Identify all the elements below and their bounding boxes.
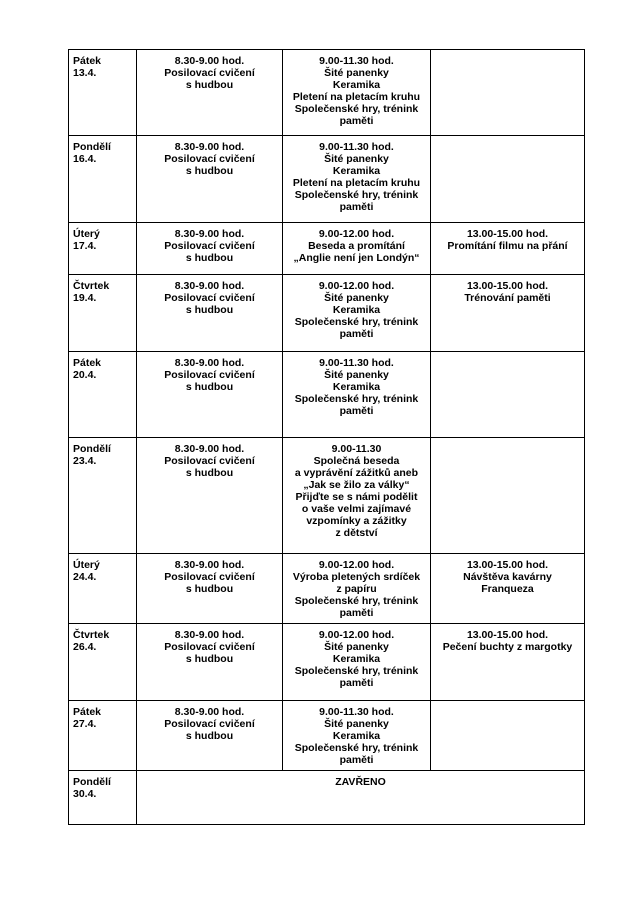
morning-activity-cell-line: 9.00-12.00 hod. [318,559,395,571]
morning-exercise-cell-line: Posilovací cvičení [164,641,255,653]
morning-exercise-cell-line: Posilovací cvičení [164,455,255,467]
morning-exercise-cell-line: Posilovací cvičení [164,718,255,730]
morning-activity-cell-line: Pletení na pletacím kruhu [292,177,421,189]
morning-activity-cell-line: Společenské hry, trénink [294,103,419,115]
day-name: Pátek [73,706,102,718]
afternoon-activity-cell [431,275,585,352]
morning-activity-cell [283,223,431,275]
afternoon-activity-cell [431,438,585,554]
morning-exercise-cell-line: s hudbou [185,467,234,479]
morning-exercise-cell [137,275,283,352]
morning-activity-cell-line: 9.00-11.30 hod. [319,706,394,718]
morning-activity-cell-line: Přijďte se s námi podělit [295,491,418,503]
morning-activity-cell-line: a vyprávění zážitků aneb [294,467,419,479]
morning-activity-cell-line: Keramika [332,730,381,742]
afternoon-activity-cell-line: Franqueza [481,583,534,595]
morning-exercise-cell-line: 8.30-9.00 hod. [174,280,245,292]
morning-exercise-cell-line: s hudbou [185,79,234,91]
morning-activity-cell-line: paměti [339,201,374,213]
morning-exercise-cell-line: s hudbou [185,304,234,316]
morning-activity-cell [283,275,431,352]
morning-activity-cell-line: paměti [339,754,374,766]
afternoon-activity-cell-line: 13.00-15.00 hod. [466,280,549,292]
schedule-row [69,701,585,771]
morning-activity-cell-line: Společenské hry, trénink [294,189,419,201]
morning-exercise-cell-line: 8.30-9.00 hod. [174,55,245,67]
schedule-row [69,352,585,438]
day-name: Pondělí [73,776,111,788]
day-date: 24.4. [73,571,97,583]
morning-activity-cell-line: Šité panenky [324,369,389,381]
morning-activity-cell [283,438,431,554]
schedule-table [68,49,585,825]
morning-exercise-cell-line: 8.30-9.00 hod. [174,559,245,571]
afternoon-activity-cell [431,136,585,223]
morning-activity-cell-line: o vaše velmi zajímavé [301,503,412,515]
day-date: 30.4. [73,788,97,800]
morning-activity-cell-line: 9.00-12.00 hod. [318,280,395,292]
morning-activity-cell-line: Šité panenky [324,153,389,165]
afternoon-activity-cell-line: 13.00-15.00 hod. [466,228,549,240]
morning-activity-cell-line: Keramika [332,79,381,91]
morning-activity-cell-line: Pletení na pletacím kruhu [292,91,421,103]
morning-exercise-cell-line: 8.30-9.00 hod. [174,357,245,369]
morning-exercise-cell [137,223,283,275]
day-date: 20.4. [73,369,97,381]
morning-exercise-cell-line: s hudbou [185,653,234,665]
day-name: Čtvrtek [73,629,110,641]
morning-activity-cell-line: Keramika [332,653,381,665]
day-cell [69,624,137,701]
morning-exercise-cell-line: s hudbou [185,381,234,393]
day-date: 23.4. [73,455,97,467]
morning-activity-cell-line: Společenské hry, trénink [294,393,419,405]
morning-activity-cell [283,701,431,771]
afternoon-activity-cell-line: Návštěva kavárny [463,571,552,583]
morning-activity-cell-line: 9.00-12.00 hod. [318,629,395,641]
morning-exercise-cell-line: 8.30-9.00 hod. [174,629,245,641]
morning-activity-cell [283,554,431,624]
afternoon-activity-cell [431,701,585,771]
morning-activity-cell [283,624,431,701]
morning-activity-cell-line: Beseda a promítání [308,240,405,252]
afternoon-activity-cell-line: Trénování paměti [464,292,551,304]
afternoon-activity-cell [431,50,585,136]
day-cell [69,352,137,438]
morning-exercise-cell [137,554,283,624]
morning-activity-cell-line: 9.00-12.00 hod. [318,228,395,240]
closed-note: ZAVŘENO [137,771,585,825]
afternoon-activity-cell [431,352,585,438]
schedule-row [69,136,585,223]
morning-exercise-cell-line: s hudbou [185,252,234,264]
morning-activity-cell [283,352,431,438]
day-name: Pátek [73,55,102,67]
morning-activity-cell-line: 9.00-11.30 hod. [319,55,394,67]
morning-exercise-cell-line: Posilovací cvičení [164,571,255,583]
morning-activity-cell-line: Společenské hry, trénink [294,742,419,754]
morning-activity-cell-line: vzpomínky a zážitky [306,515,407,527]
morning-activity-cell-line: paměti [339,328,374,340]
day-date: 19.4. [73,292,97,304]
morning-activity-cell-line: 9.00-11.30 hod. [319,357,394,369]
morning-activity-cell-line: Šité panenky [324,292,389,304]
morning-activity-cell-line: 9.00-11.30 [331,443,382,455]
morning-activity-cell-line: paměti [339,405,374,417]
morning-exercise-cell [137,50,283,136]
day-cell [69,701,137,771]
morning-exercise-cell-line: Posilovací cvičení [164,292,255,304]
day-name: Úterý [73,228,100,240]
schedule-row [69,275,585,352]
morning-exercise-cell-line: Posilovací cvičení [164,153,255,165]
morning-exercise-cell-line: s hudbou [185,165,234,177]
morning-activity-cell-line: Keramika [332,165,381,177]
morning-activity-cell-line: Společenské hry, trénink [294,665,419,677]
day-cell [69,50,137,136]
day-name: Úterý [73,559,100,571]
morning-exercise-cell [137,438,283,554]
afternoon-activity-cell [431,554,585,624]
morning-activity-cell-line: z papíru [336,583,377,595]
morning-activity-cell-line: Výroba pletených srdíček [292,571,421,583]
day-name: Pondělí [73,443,111,455]
morning-activity-cell-line: z dětství [335,527,378,539]
afternoon-activity-cell-line: Pečení buchty z margotky [442,641,573,653]
morning-activity-cell-line: Společenské hry, trénink [294,316,419,328]
afternoon-activity-cell-line: 13.00-15.00 hod. [466,559,549,571]
schedule-row [69,223,585,275]
schedule-body [69,50,585,825]
morning-activity-cell [283,136,431,223]
morning-activity-cell [283,50,431,136]
morning-exercise-cell-line: s hudbou [185,730,234,742]
morning-activity-cell-line: paměti [339,607,374,619]
day-cell [69,275,137,352]
schedule-row-closed [69,771,585,825]
morning-exercise-cell [137,624,283,701]
day-cell [69,223,137,275]
morning-activity-cell-line: Společná beseda [313,455,400,467]
day-date: 26.4. [73,641,97,653]
morning-activity-cell-line: Šité panenky [324,641,389,653]
morning-exercise-cell-line: 8.30-9.00 hod. [174,141,245,153]
day-date: 27.4. [73,718,97,730]
morning-exercise-cell-line: 8.30-9.00 hod. [174,706,245,718]
morning-exercise-cell-line: 8.30-9.00 hod. [174,443,245,455]
schedule-row [69,624,585,701]
morning-exercise-cell-line: Posilovací cvičení [164,369,255,381]
afternoon-activity-cell-line: 13.00-15.00 hod. [466,629,549,641]
morning-activity-cell-line: „Jak se žilo za války“ [303,479,410,491]
afternoon-activity-cell [431,624,585,701]
morning-exercise-cell-line: Posilovací cvičení [164,240,255,252]
morning-activity-cell-line: „Anglie není jen Londýn“ [293,252,420,264]
morning-exercise-cell-line: Posilovací cvičení [164,67,255,79]
morning-exercise-cell-line: 8.30-9.00 hod. [174,228,245,240]
day-cell [69,438,137,554]
day-date: 13.4. [73,67,97,79]
morning-activity-cell-line: Keramika [332,381,381,393]
schedule-row [69,438,585,554]
morning-exercise-cell [137,352,283,438]
schedule-row [69,50,585,136]
morning-activity-cell-line: paměti [339,677,374,689]
day-name: Čtvrtek [73,280,110,292]
morning-exercise-cell-line: s hudbou [185,583,234,595]
day-cell [69,136,137,223]
morning-activity-cell-line: Šité panenky [324,67,389,79]
day-name: Pondělí [73,141,111,153]
day-cell [69,771,137,825]
morning-exercise-cell [137,136,283,223]
morning-activity-cell-line: Šité panenky [324,718,389,730]
morning-exercise-cell [137,701,283,771]
afternoon-activity-cell-line: Promítání filmu na přání [447,240,568,252]
day-cell [69,554,137,624]
morning-activity-cell-line: paměti [339,115,374,127]
schedule-row [69,554,585,624]
afternoon-activity-cell [431,223,585,275]
day-name: Pátek [73,357,102,369]
morning-activity-cell-line: Keramika [332,304,381,316]
day-date: 16.4. [73,153,97,165]
day-date: 17.4. [73,240,97,252]
morning-activity-cell-line: Společenské hry, trénink [294,595,419,607]
morning-activity-cell-line: 9.00-11.30 hod. [319,141,394,153]
